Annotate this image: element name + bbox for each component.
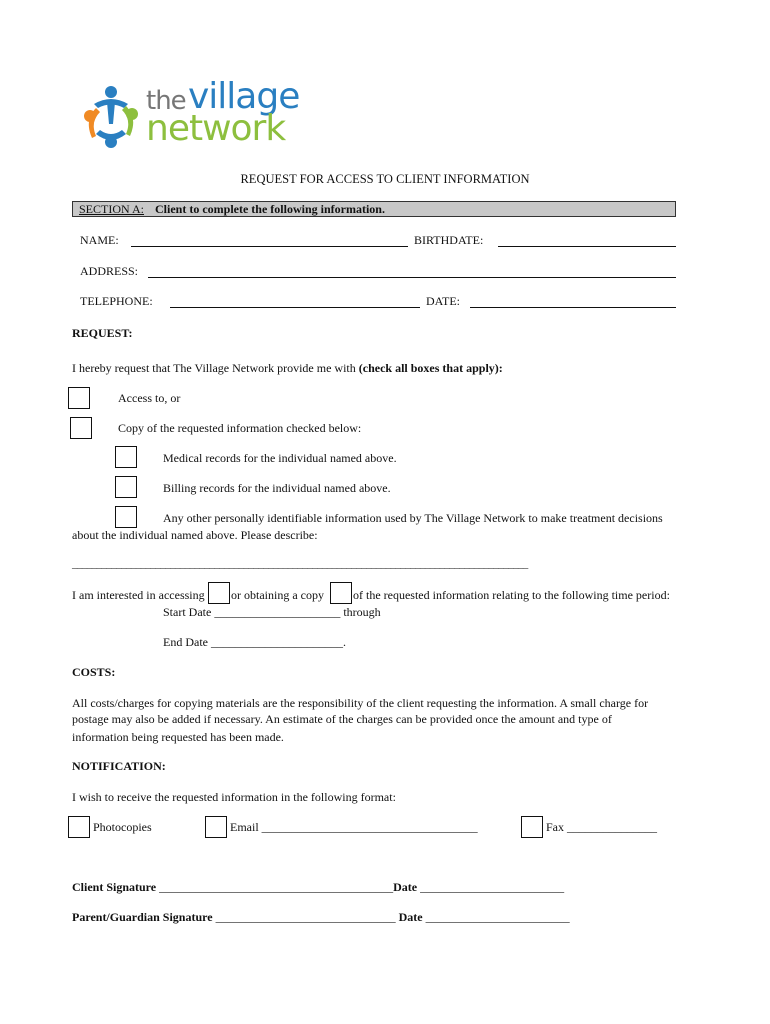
client-date-field[interactable]: ________________________ <box>417 880 565 894</box>
telephone-label: TELEPHONE: <box>80 294 153 308</box>
name-label: NAME: <box>80 233 119 247</box>
address-label: ADDRESS: <box>80 264 139 278</box>
parent-date-field[interactable]: ________________________ <box>422 910 570 924</box>
page-title: REQUEST FOR ACCESS TO CLIENT INFORMATION <box>240 172 530 186</box>
date-label: DATE: <box>426 294 460 308</box>
section-a-label: SECTION A: <box>79 202 145 216</box>
fax-field[interactable]: Fax _______________ <box>546 820 657 834</box>
client-date-label: Date <box>393 880 418 894</box>
parent-signature-field[interactable]: ______________________________ <box>212 910 399 924</box>
logo-the-text: the <box>146 86 186 116</box>
fax-checkbox[interactable] <box>521 816 543 838</box>
other-info-label-1: Any other personally identifiable information used by The Village Network to make treatment decisions <box>163 511 663 525</box>
birthdate-label: BIRTHDATE: <box>414 233 484 247</box>
billing-records-checkbox[interactable] <box>115 476 137 498</box>
medical-records-checkbox[interactable] <box>115 446 137 468</box>
costs-heading: COSTS: <box>72 665 116 679</box>
logo-figures-icon <box>80 84 142 150</box>
interest-text-3: of the requested information relating to the following time period: <box>353 588 670 602</box>
copy-label: Copy of the requested information checked below: <box>118 421 362 435</box>
medical-records-label: Medical records for the individual named above. <box>163 451 397 465</box>
costs-line-1: All costs/charges for copying materials are the responsibility of the client requesting the information. A small charge for <box>72 696 649 710</box>
interest-text-2: or obtaining a copy <box>231 588 324 602</box>
photocopies-label: Photocopies <box>93 820 152 834</box>
address-field[interactable] <box>148 277 676 278</box>
client-signature-field[interactable]: _______________________________________ <box>156 880 394 894</box>
other-info-label-2: about the individual named above. Please describe: <box>72 528 318 542</box>
access-label: Access to, or <box>118 391 181 405</box>
notification-heading: NOTIFICATION: <box>72 759 166 773</box>
other-info-checkbox[interactable] <box>115 506 137 528</box>
request-heading: REQUEST: <box>72 326 133 340</box>
obtaining-copy-checkbox[interactable] <box>330 582 352 604</box>
costs-line-2: postage may also be added if necessary. An estimate of the charges can be provided once the amount and type of <box>72 712 612 726</box>
copy-checkbox[interactable] <box>70 417 92 439</box>
start-date-field[interactable]: Start Date _____________________ through <box>163 605 381 619</box>
notification-intro: I wish to receive the requested information in the following format: <box>72 790 396 804</box>
photocopies-checkbox[interactable] <box>68 816 90 838</box>
access-checkbox[interactable] <box>68 387 90 409</box>
billing-records-label: Billing records for the individual named above. <box>163 481 391 495</box>
interest-text-1: I am interested in accessing <box>72 588 205 602</box>
section-a-text: Client to complete the following information. <box>155 202 385 216</box>
parent-date-label: Date <box>398 910 423 924</box>
logo-village-text: village <box>188 76 300 117</box>
request-intro <box>72 361 503 376</box>
email-field[interactable]: Email ____________________________________ <box>230 820 478 834</box>
request-intro-bold: (check all boxes that apply): <box>358 361 503 375</box>
end-date-field[interactable]: End Date ______________________. <box>163 635 346 649</box>
name-field[interactable] <box>131 246 408 247</box>
client-signature-label: Client Signature <box>72 880 157 894</box>
date-field[interactable] <box>470 307 676 308</box>
email-checkbox[interactable] <box>205 816 227 838</box>
birthdate-field[interactable] <box>498 246 676 247</box>
costs-line-3: information being requested has been made. <box>72 730 284 744</box>
telephone-field[interactable] <box>170 307 420 308</box>
section-a-bar <box>72 201 676 217</box>
parent-signature-label: Parent/Guardian Signature <box>72 910 213 924</box>
logo-network-text: network <box>146 108 286 149</box>
parent-signature-row <box>72 910 570 925</box>
accessing-checkbox[interactable] <box>208 582 230 604</box>
describe-field[interactable]: _____________________________________________________________________________________________ <box>72 558 528 570</box>
client-signature-row <box>72 880 564 895</box>
request-intro-text: I hereby request that The Village Network provide me with <box>72 361 359 375</box>
village-network-logo <box>80 76 320 154</box>
